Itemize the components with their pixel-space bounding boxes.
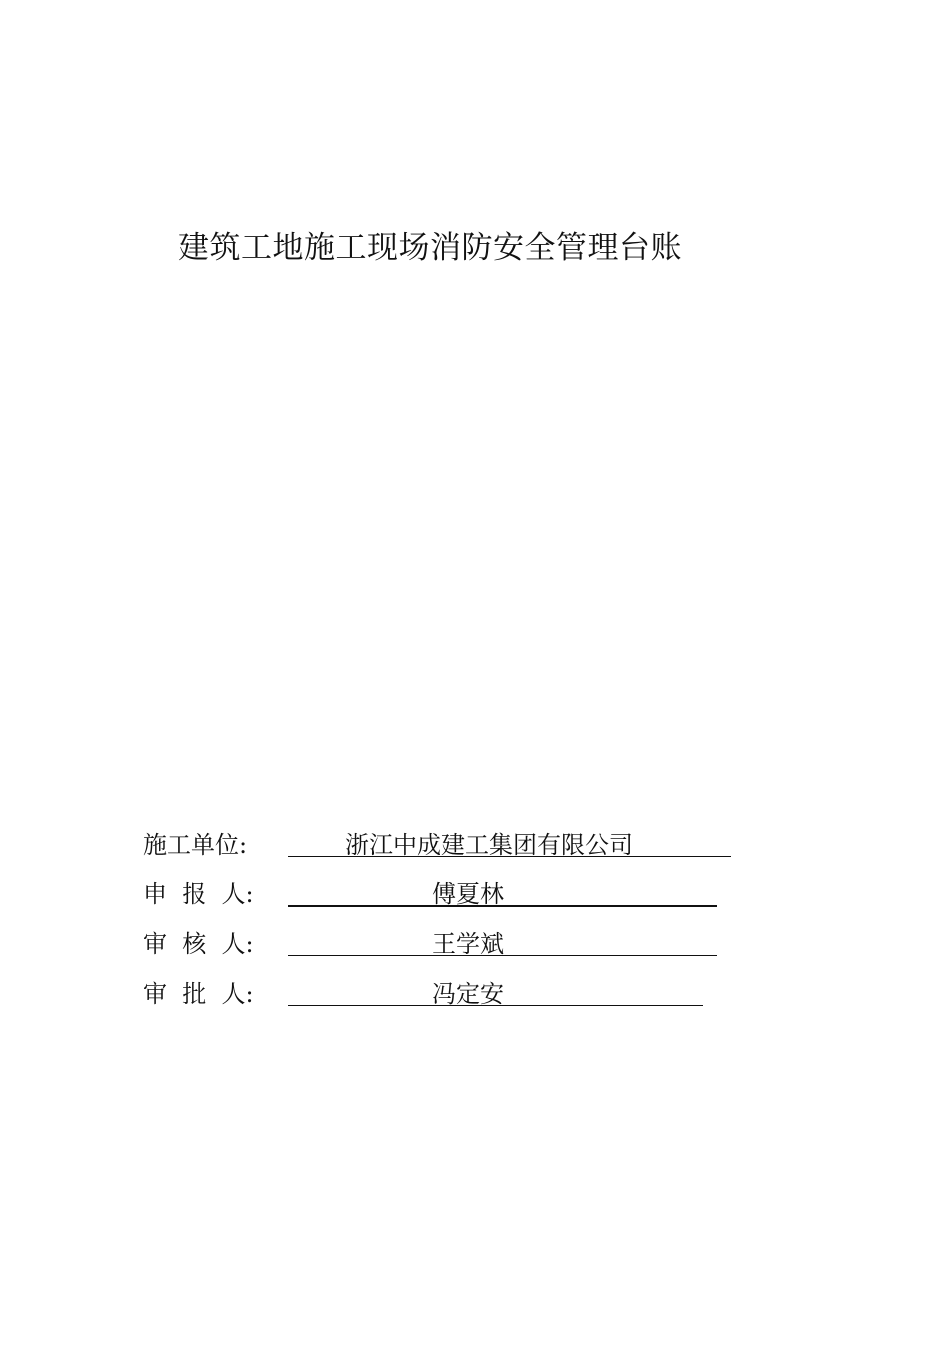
reviewer-value: 王学斌 — [432, 930, 504, 958]
approver-row — [143, 974, 763, 1008]
document-title: 建筑工地施工现场消防安全管理台账 — [178, 230, 682, 266]
construction-unit-value: 浙江中成建工集团有限公司 — [345, 831, 633, 859]
construction-unit-label: 施工单位: — [143, 831, 248, 859]
construction-unit-row — [143, 825, 763, 859]
reviewer-row — [143, 924, 763, 958]
reporter-row — [143, 874, 763, 908]
approver-value: 冯定安 — [432, 980, 504, 1008]
reporter-value: 傅夏林 — [432, 880, 504, 908]
approver-label: 审 批 人: — [143, 980, 254, 1008]
reporter-label: 申 报 人: — [143, 880, 254, 908]
reviewer-label: 审 核 人: — [143, 930, 254, 958]
